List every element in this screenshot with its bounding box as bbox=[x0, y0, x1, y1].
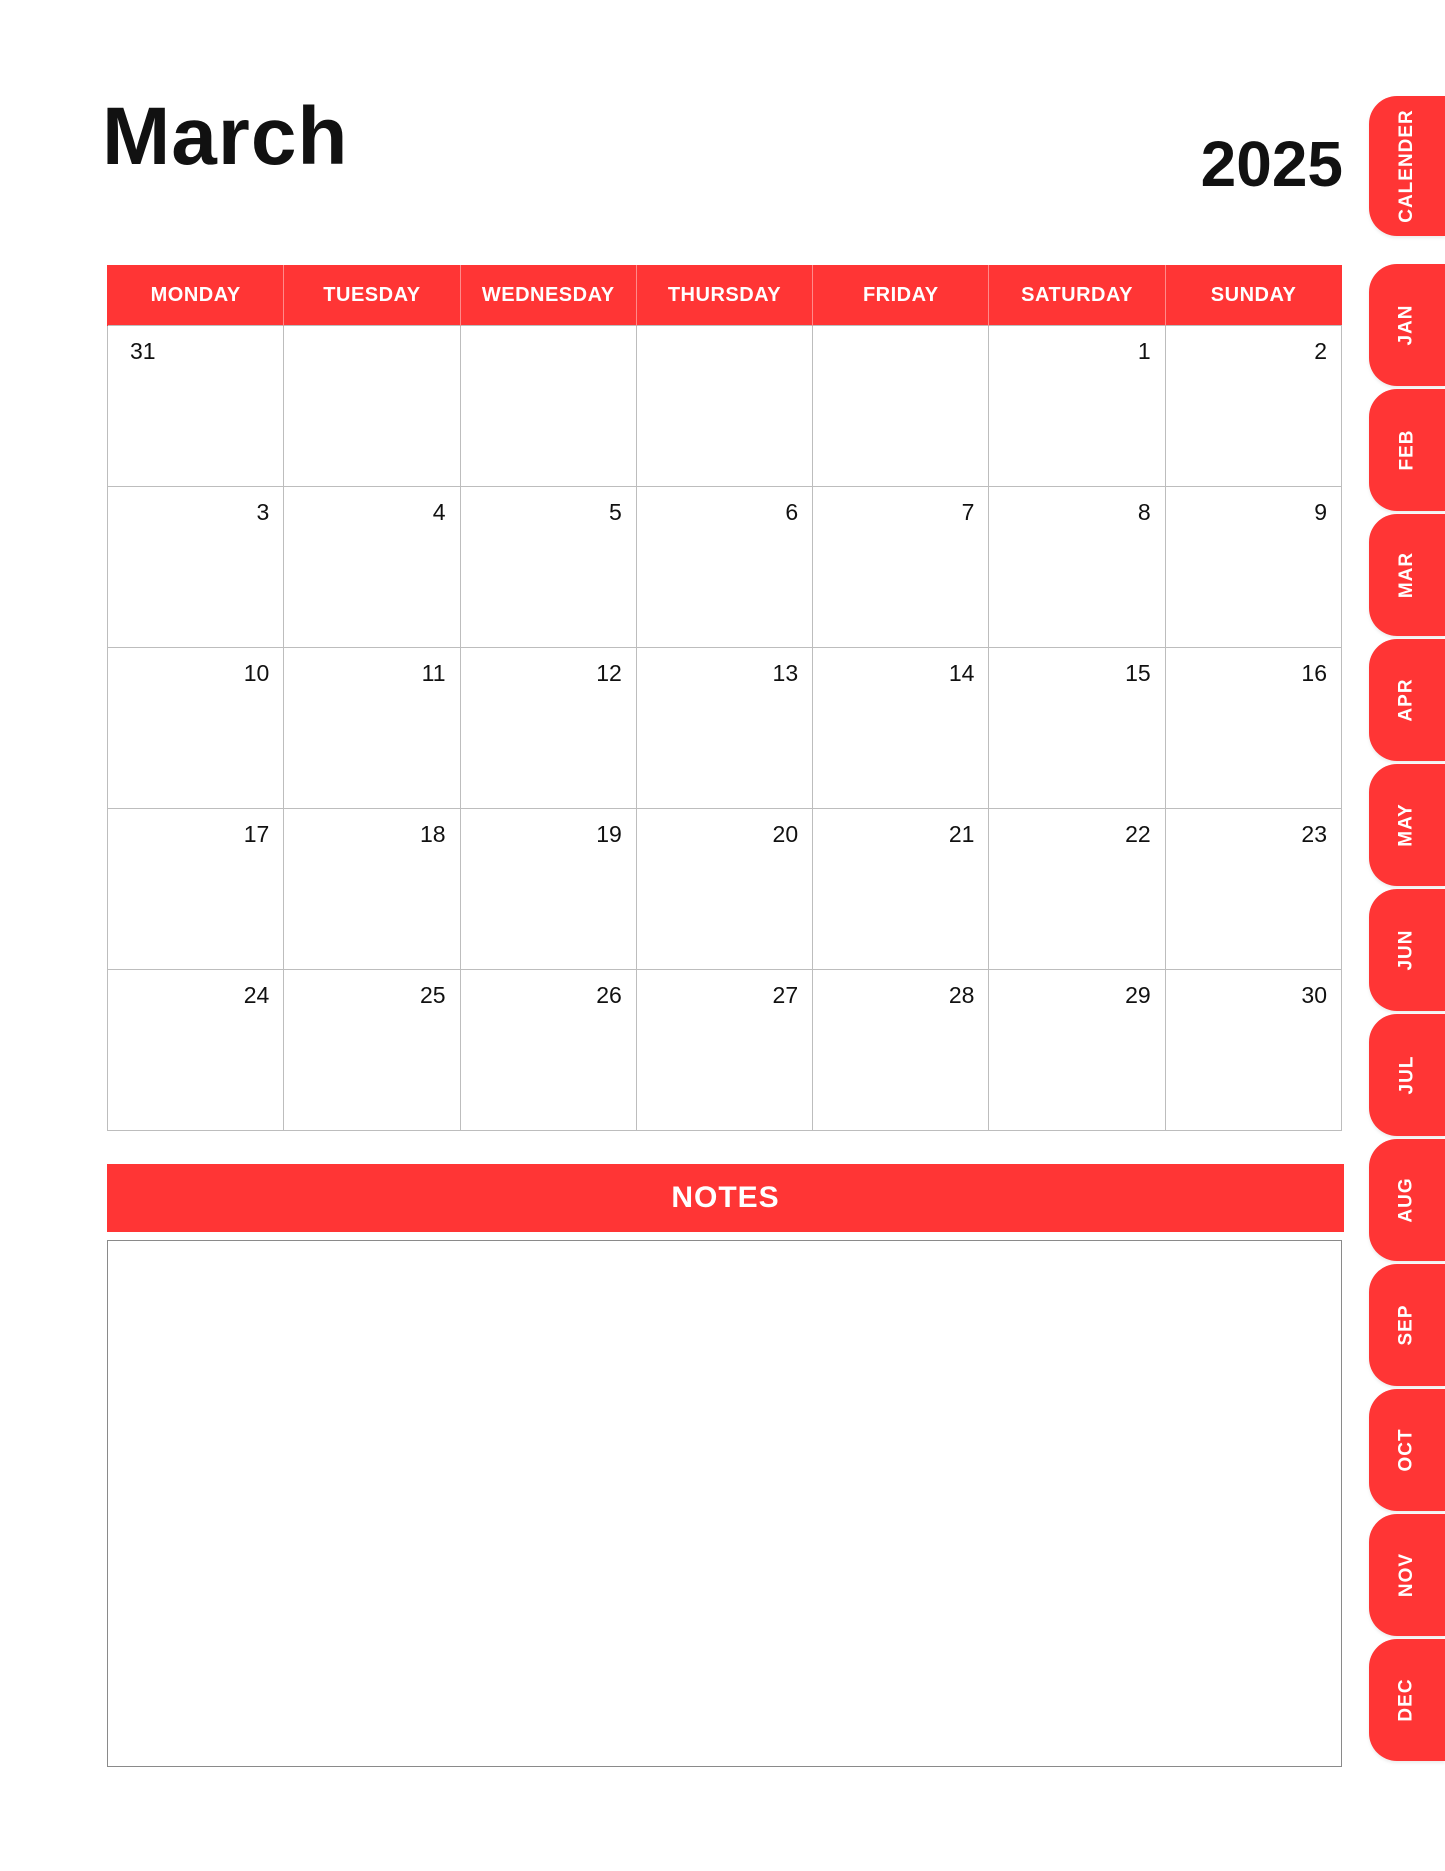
week-row bbox=[108, 809, 1342, 970]
day-number: 3 bbox=[256, 499, 270, 525]
day-cell[interactable] bbox=[1165, 648, 1341, 809]
tab-label: NOV bbox=[1396, 1552, 1417, 1598]
tab-oct[interactable] bbox=[1369, 1389, 1445, 1511]
day-cell[interactable] bbox=[460, 648, 636, 809]
tab-calender[interactable] bbox=[1369, 96, 1445, 236]
day-cell[interactable] bbox=[284, 326, 460, 487]
day-cell[interactable] bbox=[813, 326, 989, 487]
day-number bbox=[637, 326, 812, 338]
tab-jun[interactable] bbox=[1369, 889, 1445, 1011]
day-cell[interactable] bbox=[1165, 970, 1341, 1131]
day-number: 5 bbox=[609, 499, 622, 525]
day-cell[interactable] bbox=[813, 487, 989, 648]
day-cell[interactable] bbox=[460, 326, 636, 487]
tab-apr[interactable] bbox=[1369, 639, 1445, 761]
tab-mar[interactable] bbox=[1369, 514, 1445, 636]
notes-header: NOTES bbox=[107, 1164, 1344, 1232]
day-number: 17 bbox=[243, 821, 270, 847]
day-number: 21 bbox=[948, 821, 975, 847]
tab-label: DEC bbox=[1396, 1678, 1417, 1722]
day-cell[interactable] bbox=[989, 809, 1165, 970]
day-cell[interactable] bbox=[636, 648, 812, 809]
day-cell[interactable] bbox=[460, 970, 636, 1131]
day-number: 30 bbox=[1301, 982, 1327, 1008]
day-number: 15 bbox=[1125, 660, 1151, 686]
day-cell[interactable] bbox=[284, 487, 460, 648]
day-cell[interactable] bbox=[989, 487, 1165, 648]
tab-dec[interactable] bbox=[1369, 1639, 1445, 1761]
day-number: 23 bbox=[1301, 821, 1327, 847]
tab-label: JUL bbox=[1396, 1055, 1417, 1095]
tab-label: JUN bbox=[1395, 929, 1417, 971]
day-number: 18 bbox=[419, 821, 446, 847]
weekday-header-wednesday: WEDNESDAY bbox=[460, 265, 636, 326]
day-cell[interactable] bbox=[284, 970, 460, 1131]
day-number: 12 bbox=[596, 660, 622, 686]
day-cell[interactable] bbox=[636, 809, 812, 970]
day-number: 10 bbox=[243, 660, 270, 686]
tab-feb[interactable] bbox=[1369, 389, 1445, 511]
tab-label: AUG bbox=[1395, 1177, 1417, 1223]
weekday-header-friday: FRIDAY bbox=[813, 265, 989, 326]
day-cell[interactable] bbox=[108, 326, 284, 487]
day-cell[interactable] bbox=[460, 487, 636, 648]
day-number: 24 bbox=[243, 982, 270, 1008]
calendar-grid bbox=[107, 265, 1342, 1131]
notes-area[interactable] bbox=[107, 1240, 1342, 1767]
tab-label: SEP bbox=[1396, 1304, 1417, 1346]
tab-nov[interactable] bbox=[1369, 1514, 1445, 1636]
day-cell[interactable] bbox=[284, 648, 460, 809]
day-cell[interactable] bbox=[989, 648, 1165, 809]
tab-label: MAY bbox=[1395, 803, 1417, 847]
day-number: 14 bbox=[948, 660, 975, 686]
weekday-header-monday: MONDAY bbox=[108, 265, 284, 326]
day-cell[interactable] bbox=[813, 809, 989, 970]
year-title: 2025 bbox=[1200, 128, 1343, 200]
day-number: 1 bbox=[1137, 338, 1151, 364]
week-row bbox=[108, 648, 1342, 809]
day-number: 31 bbox=[130, 338, 156, 364]
weekday-header-tuesday: TUESDAY bbox=[284, 265, 460, 326]
weekday-header-row bbox=[108, 265, 1342, 326]
tab-label: MAR bbox=[1396, 551, 1417, 599]
day-number: 13 bbox=[772, 660, 799, 686]
tab-label: FEB bbox=[1396, 429, 1417, 471]
week-row bbox=[108, 326, 1342, 487]
day-cell[interactable] bbox=[460, 809, 636, 970]
tab-may[interactable] bbox=[1369, 764, 1445, 886]
month-title: March bbox=[102, 91, 349, 182]
weekday-header-saturday: SATURDAY bbox=[989, 265, 1165, 326]
day-cell[interactable] bbox=[1165, 326, 1341, 487]
day-cell[interactable] bbox=[284, 809, 460, 970]
day-number: 2 bbox=[1314, 338, 1327, 364]
tab-jul[interactable] bbox=[1369, 1014, 1445, 1136]
day-number: 8 bbox=[1137, 499, 1151, 525]
day-number: 19 bbox=[596, 821, 622, 847]
weekday-header-sunday: SUNDAY bbox=[1165, 265, 1341, 326]
day-cell[interactable] bbox=[989, 326, 1165, 487]
day-number bbox=[284, 326, 459, 338]
day-number: 27 bbox=[772, 982, 799, 1008]
tab-label: OCT bbox=[1395, 1428, 1417, 1472]
day-number: 4 bbox=[432, 499, 446, 525]
week-row bbox=[108, 970, 1342, 1131]
day-number: 22 bbox=[1125, 821, 1151, 847]
day-cell[interactable] bbox=[108, 648, 284, 809]
day-number: 26 bbox=[596, 982, 622, 1008]
tab-aug[interactable] bbox=[1369, 1139, 1445, 1261]
day-number: 7 bbox=[961, 499, 975, 525]
day-cell[interactable] bbox=[108, 970, 284, 1131]
day-cell[interactable] bbox=[636, 326, 812, 487]
day-number: 20 bbox=[772, 821, 799, 847]
day-cell[interactable] bbox=[108, 487, 284, 648]
tab-jan[interactable] bbox=[1369, 264, 1445, 386]
day-number bbox=[813, 326, 988, 338]
day-cell[interactable] bbox=[636, 487, 812, 648]
day-cell[interactable] bbox=[636, 970, 812, 1131]
day-number: 9 bbox=[1314, 499, 1327, 525]
day-cell[interactable] bbox=[813, 970, 989, 1131]
tab-sep[interactable] bbox=[1369, 1264, 1445, 1386]
day-cell[interactable] bbox=[989, 970, 1165, 1131]
weekday-header-thursday: THURSDAY bbox=[636, 265, 812, 326]
day-number: 16 bbox=[1301, 660, 1327, 686]
tab-label: APR bbox=[1396, 678, 1417, 722]
day-number: 29 bbox=[1125, 982, 1151, 1008]
day-number: 11 bbox=[421, 660, 446, 686]
day-number: 6 bbox=[785, 499, 799, 525]
day-cell[interactable] bbox=[813, 648, 989, 809]
tab-label: JAN bbox=[1395, 304, 1417, 346]
day-number bbox=[461, 326, 636, 338]
day-number: 25 bbox=[419, 982, 446, 1008]
week-row bbox=[108, 487, 1342, 648]
day-cell[interactable] bbox=[1165, 809, 1341, 970]
day-number: 28 bbox=[948, 982, 975, 1008]
day-cell[interactable] bbox=[108, 809, 284, 970]
tab-label: CALENDER bbox=[1396, 109, 1417, 223]
day-cell[interactable] bbox=[1165, 487, 1341, 648]
